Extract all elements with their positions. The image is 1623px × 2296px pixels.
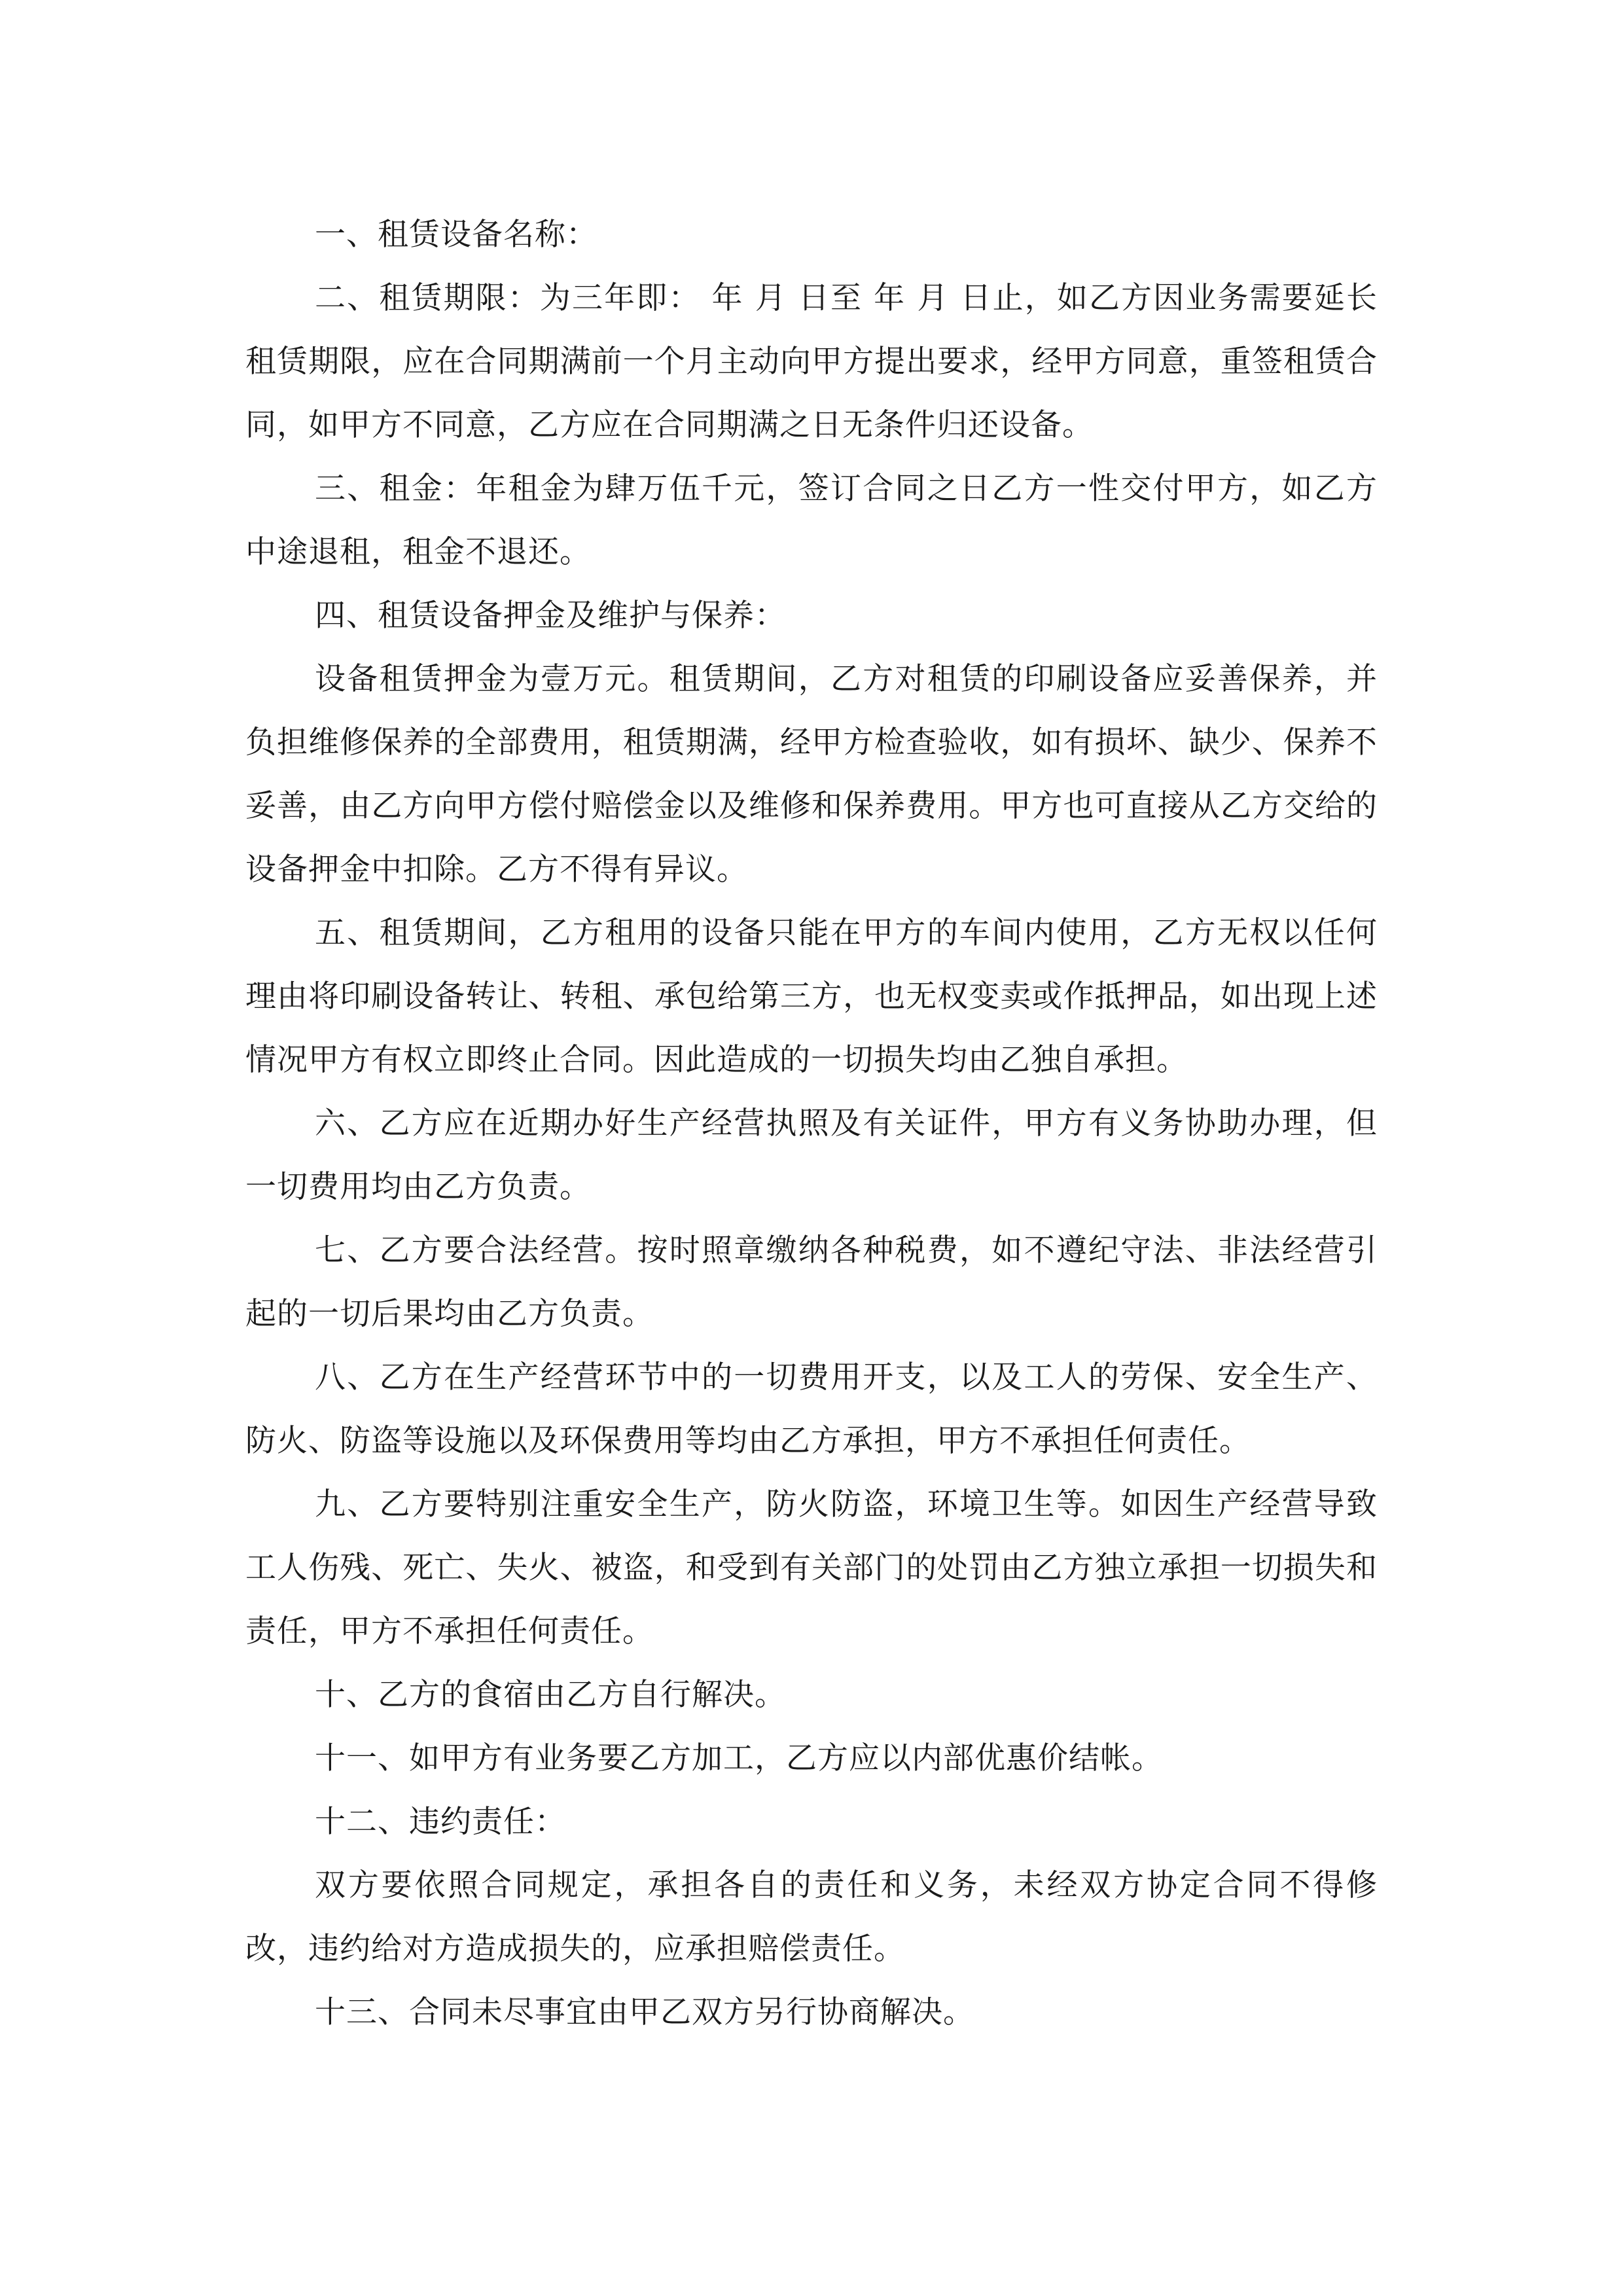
- clause-9-safety: 九、乙方要特别注重安全生产，防火防盗，环境卫生等。如因生产经营导致工人伤残、死亡、失火、被盗，和受到有关部门的处罚由乙方独立承担一切损失和责任，甲方不承担任何责任。: [245, 1486, 1378, 1649]
- clause-12-breach-liability: 十二、违约责任：: [315, 1804, 566, 1840]
- clause-3-rent: 三、租金：年租金为肆万伍千元，签订合同之日乙方一性交付甲方，如乙方中途退租，租金不退还。: [245, 471, 1378, 570]
- clause-4-deposit-maintenance: 四、租赁设备押金及维护与保养：: [315, 598, 786, 634]
- clause-8-expenses: 八、乙方在生产经营环节中的一切费用开支，以及工人的劳保、安全生产、防火、防盗等设施以及环保费用等均由乙方承担，甲方不承担任何责任。: [245, 1359, 1378, 1459]
- clause-11-processing-price: 十一、如甲方有业务要乙方加工，乙方应以内部优惠价结帐。: [315, 1740, 1163, 1776]
- clause-10-accommodation: 十、乙方的食宿由乙方自行解决。: [315, 1677, 786, 1713]
- clause-12-breach-details: 双方要依照合同规定，承担各自的责任和义务，未经双方协定合同不得修改，违约给对方造成损失的，应承担赔偿责任。: [245, 1867, 1378, 1967]
- clause-1-equipment-name: 一、租赁设备名称：: [315, 217, 597, 253]
- clause-7-legal-operation: 七、乙方要合法经营。按时照章缴纳各种税费，如不遵纪守法、非法经营引起的一切后果均由乙方负责。: [245, 1232, 1378, 1332]
- clause-5-usage-restrictions: 五、租赁期间，乙方租用的设备只能在甲方的车间内使用，乙方无权以任何理由将印刷设备转让、转租、承包给第三方，也无权变卖或作抵押品，如出现上述情况甲方有权立即终止合同。因此造成的一切损失均由乙独自承担。: [245, 915, 1378, 1078]
- clause-4-deposit-details: 设备租赁押金为壹万元。租赁期间，乙方对租赁的印刷设备应妥善保养，并负担维修保养的全部费用，租赁期满，经甲方检查验收，如有损坏、缺少、保养不妥善，由乙方向甲方偿付赔偿金以及维修和保养费用。甲方也可直接从乙方交给的设备押金中扣除。乙方不得有异议。: [245, 661, 1378, 888]
- clause-6-licenses: 六、乙方应在近期办好生产经营执照及有关证件，甲方有义务协助办理，但一切费用均由乙方负责。: [245, 1105, 1378, 1205]
- document-page: [245, 203, 1378, 2044]
- clause-2-lease-term: 二、租赁期限：为三年即： 年 月 日至 年 月 日止，如乙方因业务需要延长租赁期限，应在合同期满前一个月主动向甲方提出要求，经甲方同意，重签租赁合同，如甲方不同意，乙方应在合同期满之日无条件归还设备。: [245, 280, 1378, 443]
- clause-13-other-matters: 十三、合同未尽事宜由甲乙双方另行协商解决。: [315, 1994, 974, 2030]
